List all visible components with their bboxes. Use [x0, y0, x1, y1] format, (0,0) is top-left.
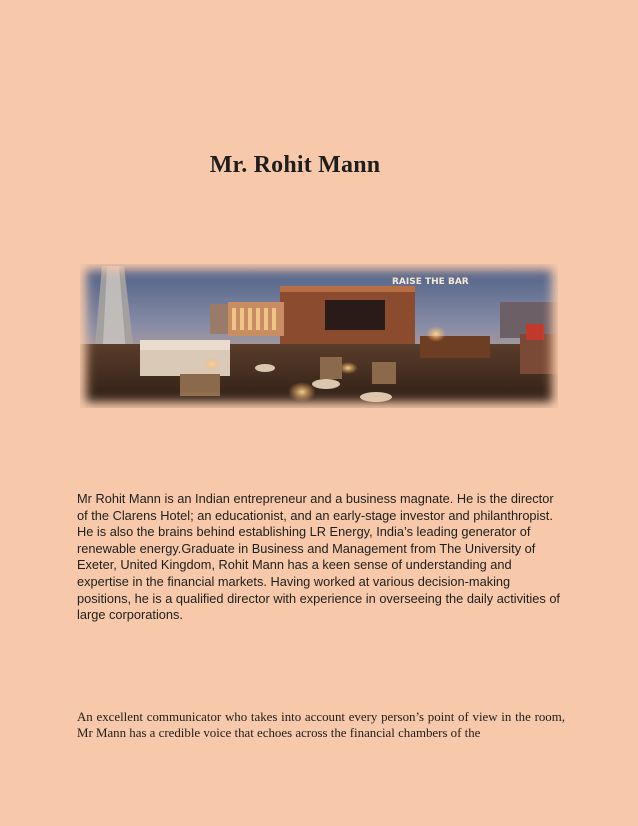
communicator-paragraph: An excellent communicator who takes into account every person’s point of view in the room, Mr Mann has a credible voice that echoes across the financial chambers of the — [77, 710, 565, 741]
rooftop-sign: RAISE THE BAR — [392, 277, 469, 287]
hotel-rooftop-photo — [80, 264, 558, 408]
biography-paragraph: Mr Rohit Mann is an Indian entrepreneur and a business magnate. He is the director of the Clarens Hotel; an educationist, and an early-stage investor and philanthropist. He is also the brains behind establishing LR Energy, India’s leading generator of renewable energy.Graduate in Business and Management from The University of Exeter, United Kingdom, Rohit Mann has a keen sense of understanding and expertise in the financial markets. Having worked at various decision-making positions, he is a qualified director with experience in overseeing the daily activities of large corporations. — [77, 491, 560, 623]
document-title: Mr. Rohit Mann — [209, 152, 381, 178]
